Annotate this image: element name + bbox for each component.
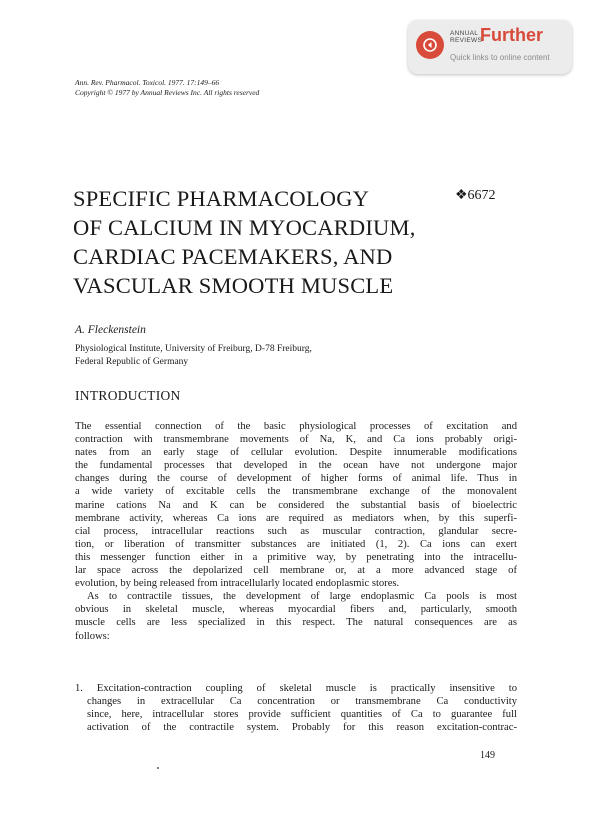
title-line: SPECIFIC PHARMACOLOGY — [73, 186, 370, 211]
text-line: contraction with transmembrane movements of Na, K, and Ca ions probably origi- — [75, 434, 517, 446]
text-line: obvious in skeletal muscle, whereas myocardial fibers and, particularly, smooth — [75, 604, 517, 616]
further-banner[interactable] — [408, 20, 572, 74]
author: A. Fleckenstein — [75, 324, 146, 336]
further-label: Further — [480, 25, 543, 45]
list-item-line: activation of the contractile system. Probably for this reason excitation-contrac- — [87, 722, 517, 734]
affiliation-line: Federal Republic of Germany — [75, 357, 189, 367]
affiliation-line: Physiological Institute, University of Freiburg, D-78 Freiburg, — [75, 344, 312, 354]
text-line: lar space across the depolarized cell membrane or, at a more advanced stage of — [75, 565, 517, 577]
title-line: VASCULAR SMOOTH MUSCLE — [73, 273, 394, 298]
text-line: cial process, intracellular reactions such as muscular contraction, glandular secre- — [75, 525, 517, 537]
citation-line: Ann. Rev. Pharmacol. Toxicol. 1977. 17:149–66 — [75, 78, 220, 87]
quick-links-text[interactable]: Quick links to online content — [450, 53, 550, 62]
annual-reviews-logo: ANNUAL REVIEWS — [450, 30, 483, 44]
text-line: muscle cells are less specialized in this respect. The natural consequences are as — [75, 617, 517, 629]
list-item-line: changes in extracellular Ca concentration or transmembrane Ca conductivity — [87, 696, 517, 708]
article-title — [73, 184, 433, 300]
text-line: tion, or liberation of transmitter substances are initiated (1, 2). Ca ions can exert — [75, 538, 517, 550]
page-number: 149 — [480, 750, 495, 761]
text-line: As to contractile tissues, the development of large endoplasmic Ca pools is most — [87, 591, 517, 603]
text-line: this messenger function either in a primitive way, by penetrating into the intracellu- — [75, 551, 517, 563]
title-line: CARDIAC PACEMAKERS, AND — [73, 244, 393, 269]
title-line: OF CALCIUM IN MYOCARDIUM, — [73, 215, 416, 240]
text-line: follows: — [75, 630, 110, 642]
section-heading: INTRODUCTION — [75, 388, 181, 403]
list-item: 1. Excitation-contraction coupling of skeletal muscle is practically insensitive to — [75, 683, 517, 694]
text-line: evolution, by being released from intracellularly located endoplasmic stores. — [75, 578, 400, 590]
text-line: the fundamental processes that developed in the ocean have not undergone major — [75, 460, 517, 472]
text-line: nates from an early stage of cellular evolution. Despite innumerable modifications — [75, 447, 517, 459]
text-line: The essential connection of the basic physiological processes of excitation and — [75, 421, 517, 432]
citation — [75, 78, 259, 98]
text-line: a wide variety of excitable cells the transmembrane exchange of the monovalent — [75, 486, 517, 498]
stray-dot — [157, 767, 159, 769]
article-code: ❖6672 — [455, 188, 496, 203]
text-line: marine cations Na and K can be considered the substantial basis of bioelectric — [75, 499, 517, 511]
numbered-list — [75, 682, 517, 734]
affiliation — [75, 343, 312, 369]
copyright-line: Copyright © 1977 by Annual Reviews Inc. All rights reserved — [75, 88, 260, 97]
list-item-line: since, here, intracellular stores provide sufficient quantities of Ca to guarantee full — [87, 709, 517, 721]
text-line: changes during the course of development of higher forms of animal life. Thus in — [75, 473, 517, 485]
body-text — [75, 420, 517, 643]
play-arrow-icon — [416, 31, 444, 59]
text-line: membrane activity, whereas Ca ions are required as mediators when, by this superfi- — [75, 512, 517, 524]
